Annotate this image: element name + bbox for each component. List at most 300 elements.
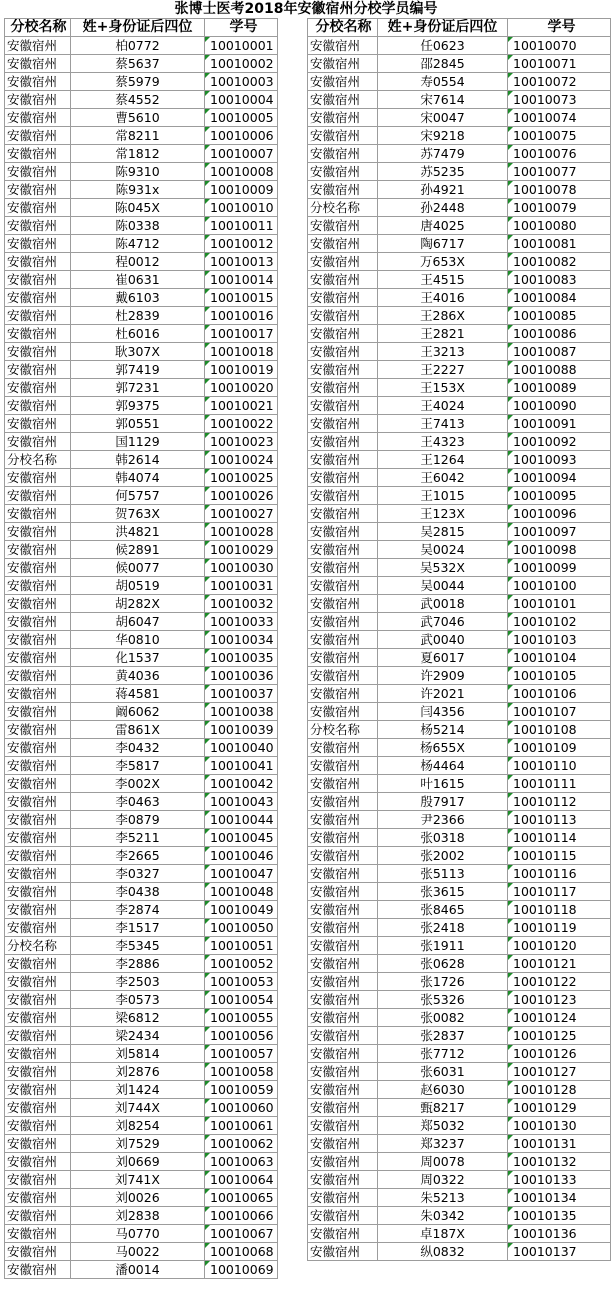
- cell-branch[interactable]: 安徽宿州: [5, 613, 71, 631]
- cell-id[interactable]: 10010083: [508, 271, 611, 289]
- cell-name[interactable]: 杨655X: [378, 739, 508, 757]
- cell-name[interactable]: 万653X: [378, 253, 508, 271]
- cell-id[interactable]: 10010097: [508, 523, 611, 541]
- cell-branch[interactable]: 安徽宿州: [308, 1207, 378, 1225]
- cell-name[interactable]: 王1264: [378, 451, 508, 469]
- cell-branch[interactable]: 安徽宿州: [308, 973, 378, 991]
- cell-branch[interactable]: 安徽宿州: [5, 811, 71, 829]
- cell-name[interactable]: 郭7419: [71, 361, 205, 379]
- cell-id[interactable]: 10010063: [205, 1153, 278, 1171]
- cell-name[interactable]: 常1812: [71, 145, 205, 163]
- cell-name[interactable]: 胡6047: [71, 613, 205, 631]
- cell-name[interactable]: 李0432: [71, 739, 205, 757]
- cell-name[interactable]: 蔡4552: [71, 91, 205, 109]
- cell-name[interactable]: 张2002: [378, 847, 508, 865]
- cell-name[interactable]: 胡0519: [71, 577, 205, 595]
- cell-id[interactable]: 10010090: [508, 397, 611, 415]
- cell-branch[interactable]: 安徽宿州: [5, 1117, 71, 1135]
- cell-id[interactable]: 10010003: [205, 73, 278, 91]
- cell-id[interactable]: 10010007: [205, 145, 278, 163]
- cell-branch[interactable]: 安徽宿州: [308, 919, 378, 937]
- cell-branch[interactable]: 安徽宿州: [5, 181, 71, 199]
- cell-id[interactable]: 10010110: [508, 757, 611, 775]
- cell-name[interactable]: 张0318: [378, 829, 508, 847]
- cell-id[interactable]: 10010041: [205, 757, 278, 775]
- cell-name[interactable]: 柏0772: [71, 37, 205, 55]
- cell-id[interactable]: 10010040: [205, 739, 278, 757]
- cell-name[interactable]: 阚6062: [71, 703, 205, 721]
- cell-branch[interactable]: 安徽宿州: [308, 451, 378, 469]
- cell-name[interactable]: 赵6030: [378, 1081, 508, 1099]
- cell-id[interactable]: 10010077: [508, 163, 611, 181]
- cell-id[interactable]: 10010095: [508, 487, 611, 505]
- cell-branch[interactable]: 安徽宿州: [5, 163, 71, 181]
- cell-branch[interactable]: 安徽宿州: [308, 1063, 378, 1081]
- cell-branch[interactable]: 安徽宿州: [5, 55, 71, 73]
- cell-branch[interactable]: 安徽宿州: [308, 685, 378, 703]
- cell-name[interactable]: 李5345: [71, 937, 205, 955]
- cell-id[interactable]: 10010026: [205, 487, 278, 505]
- cell-branch[interactable]: 安徽宿州: [308, 667, 378, 685]
- cell-branch[interactable]: 安徽宿州: [308, 757, 378, 775]
- cell-branch[interactable]: 安徽宿州: [5, 1243, 71, 1261]
- cell-branch[interactable]: 安徽宿州: [308, 1009, 378, 1027]
- cell-name[interactable]: 朱5213: [378, 1189, 508, 1207]
- cell-id[interactable]: 10010034: [205, 631, 278, 649]
- cell-name[interactable]: 李002X: [71, 775, 205, 793]
- cell-id[interactable]: 10010005: [205, 109, 278, 127]
- cell-id[interactable]: 10010099: [508, 559, 611, 577]
- cell-id[interactable]: 10010050: [205, 919, 278, 937]
- cell-name[interactable]: 许2909: [378, 667, 508, 685]
- cell-id[interactable]: 10010136: [508, 1225, 611, 1243]
- cell-branch[interactable]: 安徽宿州: [5, 883, 71, 901]
- cell-branch[interactable]: 安徽宿州: [308, 253, 378, 271]
- cell-name[interactable]: 甄8217: [378, 1099, 508, 1117]
- cell-branch[interactable]: 安徽宿州: [308, 181, 378, 199]
- cell-id[interactable]: 10010085: [508, 307, 611, 325]
- cell-branch[interactable]: 安徽宿州: [308, 1171, 378, 1189]
- cell-id[interactable]: 10010096: [508, 505, 611, 523]
- cell-id[interactable]: 10010121: [508, 955, 611, 973]
- cell-name[interactable]: 纵0832: [378, 1243, 508, 1261]
- cell-name[interactable]: 王286X: [378, 307, 508, 325]
- cell-branch[interactable]: 安徽宿州: [5, 1261, 71, 1279]
- cell-branch[interactable]: 安徽宿州: [5, 361, 71, 379]
- cell-id[interactable]: 10010078: [508, 181, 611, 199]
- cell-id[interactable]: 10010087: [508, 343, 611, 361]
- cell-branch[interactable]: 安徽宿州: [308, 1099, 378, 1117]
- cell-id[interactable]: 10010104: [508, 649, 611, 667]
- cell-branch[interactable]: 安徽宿州: [308, 55, 378, 73]
- cell-name[interactable]: 张8465: [378, 901, 508, 919]
- cell-branch[interactable]: 安徽宿州: [5, 1135, 71, 1153]
- cell-name[interactable]: 化1537: [71, 649, 205, 667]
- cell-name[interactable]: 寿0554: [378, 73, 508, 91]
- cell-id[interactable]: 10010089: [508, 379, 611, 397]
- cell-id[interactable]: 10010067: [205, 1225, 278, 1243]
- cell-id[interactable]: 10010116: [508, 865, 611, 883]
- cell-name[interactable]: 张1911: [378, 937, 508, 955]
- cell-name[interactable]: 王4515: [378, 271, 508, 289]
- cell-name[interactable]: 吴0044: [378, 577, 508, 595]
- cell-id[interactable]: 10010048: [205, 883, 278, 901]
- cell-name[interactable]: 张5326: [378, 991, 508, 1009]
- cell-id[interactable]: 10010100: [508, 577, 611, 595]
- cell-branch[interactable]: 安徽宿州: [308, 415, 378, 433]
- cell-branch[interactable]: 安徽宿州: [5, 271, 71, 289]
- cell-name[interactable]: 张1726: [378, 973, 508, 991]
- cell-branch[interactable]: 安徽宿州: [308, 73, 378, 91]
- cell-id[interactable]: 10010023: [205, 433, 278, 451]
- cell-id[interactable]: 10010015: [205, 289, 278, 307]
- header-cell-name[interactable]: 姓+身份证后四位: [378, 19, 508, 37]
- cell-branch[interactable]: 安徽宿州: [308, 577, 378, 595]
- cell-id[interactable]: 10010092: [508, 433, 611, 451]
- cell-id[interactable]: 10010066: [205, 1207, 278, 1225]
- cell-id[interactable]: 10010120: [508, 937, 611, 955]
- cell-name[interactable]: 孙4921: [378, 181, 508, 199]
- cell-id[interactable]: 10010032: [205, 595, 278, 613]
- cell-name[interactable]: 戴6103: [71, 289, 205, 307]
- cell-name[interactable]: 郑5032: [378, 1117, 508, 1135]
- header-cell-name[interactable]: 姓+身份证后四位: [71, 19, 205, 37]
- cell-name[interactable]: 宋7614: [378, 91, 508, 109]
- cell-id[interactable]: 10010036: [205, 667, 278, 685]
- cell-name[interactable]: 杜6016: [71, 325, 205, 343]
- cell-name[interactable]: 刘5814: [71, 1045, 205, 1063]
- cell-name[interactable]: 贺763X: [71, 505, 205, 523]
- cell-name[interactable]: 李0879: [71, 811, 205, 829]
- cell-id[interactable]: 10010021: [205, 397, 278, 415]
- cell-name[interactable]: 武7046: [378, 613, 508, 631]
- cell-id[interactable]: 10010039: [205, 721, 278, 739]
- cell-branch[interactable]: 安徽宿州: [5, 145, 71, 163]
- cell-name[interactable]: 王4024: [378, 397, 508, 415]
- cell-branch[interactable]: 安徽宿州: [308, 991, 378, 1009]
- cell-id[interactable]: 10010059: [205, 1081, 278, 1099]
- cell-branch[interactable]: 安徽宿州: [308, 523, 378, 541]
- cell-name[interactable]: 郭7231: [71, 379, 205, 397]
- cell-branch[interactable]: 安徽宿州: [308, 217, 378, 235]
- cell-id[interactable]: 10010001: [205, 37, 278, 55]
- cell-name[interactable]: 王7413: [378, 415, 508, 433]
- cell-name[interactable]: 唐4025: [378, 217, 508, 235]
- cell-branch[interactable]: 安徽宿州: [5, 775, 71, 793]
- cell-id[interactable]: 10010137: [508, 1243, 611, 1261]
- cell-branch[interactable]: 安徽宿州: [308, 1135, 378, 1153]
- cell-name[interactable]: 华0810: [71, 631, 205, 649]
- cell-id[interactable]: 10010129: [508, 1099, 611, 1117]
- cell-branch[interactable]: 安徽宿州: [5, 739, 71, 757]
- cell-name[interactable]: 王3213: [378, 343, 508, 361]
- cell-branch[interactable]: 安徽宿州: [308, 1225, 378, 1243]
- cell-branch[interactable]: 安徽宿州: [308, 91, 378, 109]
- cell-name[interactable]: 李2874: [71, 901, 205, 919]
- cell-branch[interactable]: 安徽宿州: [5, 199, 71, 217]
- cell-id[interactable]: 10010043: [205, 793, 278, 811]
- cell-branch[interactable]: 安徽宿州: [308, 505, 378, 523]
- cell-branch[interactable]: 安徽宿州: [308, 559, 378, 577]
- cell-id[interactable]: 10010106: [508, 685, 611, 703]
- cell-id[interactable]: 10010075: [508, 127, 611, 145]
- cell-name[interactable]: 李2886: [71, 955, 205, 973]
- cell-name[interactable]: 刘2876: [71, 1063, 205, 1081]
- cell-branch[interactable]: 安徽宿州: [308, 1081, 378, 1099]
- cell-branch[interactable]: 安徽宿州: [5, 685, 71, 703]
- cell-branch[interactable]: 安徽宿州: [5, 1153, 71, 1171]
- cell-branch[interactable]: 安徽宿州: [5, 253, 71, 271]
- cell-name[interactable]: 王123X: [378, 505, 508, 523]
- cell-branch[interactable]: 安徽宿州: [308, 901, 378, 919]
- header-cell-id[interactable]: 学号: [205, 19, 278, 37]
- cell-branch[interactable]: 安徽宿州: [308, 775, 378, 793]
- cell-id[interactable]: 10010130: [508, 1117, 611, 1135]
- cell-id[interactable]: 10010117: [508, 883, 611, 901]
- cell-name[interactable]: 朱0342: [378, 1207, 508, 1225]
- cell-branch[interactable]: 安徽宿州: [308, 847, 378, 865]
- cell-id[interactable]: 10010069: [205, 1261, 278, 1279]
- cell-id[interactable]: 10010126: [508, 1045, 611, 1063]
- cell-branch[interactable]: 安徽宿州: [5, 703, 71, 721]
- cell-name[interactable]: 陶6717: [378, 235, 508, 253]
- cell-branch[interactable]: 安徽宿州: [308, 127, 378, 145]
- cell-name[interactable]: 张0082: [378, 1009, 508, 1027]
- cell-branch[interactable]: 安徽宿州: [308, 613, 378, 631]
- cell-branch[interactable]: 安徽宿州: [5, 109, 71, 127]
- cell-branch[interactable]: 安徽宿州: [308, 739, 378, 757]
- cell-id[interactable]: 10010108: [508, 721, 611, 739]
- cell-id[interactable]: 10010019: [205, 361, 278, 379]
- cell-id[interactable]: 10010125: [508, 1027, 611, 1045]
- cell-id[interactable]: 10010055: [205, 1009, 278, 1027]
- cell-name[interactable]: 崔0631: [71, 271, 205, 289]
- cell-branch[interactable]: 安徽宿州: [308, 145, 378, 163]
- cell-name[interactable]: 梁2434: [71, 1027, 205, 1045]
- cell-name[interactable]: 周0078: [378, 1153, 508, 1171]
- cell-name[interactable]: 刘2838: [71, 1207, 205, 1225]
- cell-name[interactable]: 任0623: [378, 37, 508, 55]
- cell-name[interactable]: 候2891: [71, 541, 205, 559]
- cell-name[interactable]: 马0770: [71, 1225, 205, 1243]
- cell-branch[interactable]: 安徽宿州: [5, 1099, 71, 1117]
- cell-branch[interactable]: 安徽宿州: [308, 163, 378, 181]
- cell-branch[interactable]: 安徽宿州: [308, 289, 378, 307]
- cell-branch[interactable]: 分校名称: [5, 451, 71, 469]
- cell-name[interactable]: 国1129: [71, 433, 205, 451]
- cell-id[interactable]: 10010105: [508, 667, 611, 685]
- cell-name[interactable]: 李0463: [71, 793, 205, 811]
- cell-name[interactable]: 孙2448: [378, 199, 508, 217]
- cell-name[interactable]: 尹2366: [378, 811, 508, 829]
- cell-id[interactable]: 10010025: [205, 469, 278, 487]
- cell-branch[interactable]: 安徽宿州: [308, 937, 378, 955]
- cell-branch[interactable]: 安徽宿州: [308, 1117, 378, 1135]
- cell-name[interactable]: 曹5610: [71, 109, 205, 127]
- cell-name[interactable]: 宋9218: [378, 127, 508, 145]
- cell-branch[interactable]: 安徽宿州: [5, 1225, 71, 1243]
- cell-branch[interactable]: 分校名称: [5, 937, 71, 955]
- cell-name[interactable]: 杜2839: [71, 307, 205, 325]
- cell-name[interactable]: 苏5235: [378, 163, 508, 181]
- cell-name[interactable]: 刘0669: [71, 1153, 205, 1171]
- cell-id[interactable]: 10010008: [205, 163, 278, 181]
- cell-branch[interactable]: 安徽宿州: [308, 37, 378, 55]
- cell-branch[interactable]: 安徽宿州: [5, 667, 71, 685]
- cell-name[interactable]: 陈045X: [71, 199, 205, 217]
- cell-id[interactable]: 10010033: [205, 613, 278, 631]
- cell-id[interactable]: 10010124: [508, 1009, 611, 1027]
- cell-id[interactable]: 10010102: [508, 613, 611, 631]
- cell-name[interactable]: 苏7479: [378, 145, 508, 163]
- cell-id[interactable]: 10010020: [205, 379, 278, 397]
- cell-name[interactable]: 武0018: [378, 595, 508, 613]
- cell-id[interactable]: 10010098: [508, 541, 611, 559]
- cell-branch[interactable]: 安徽宿州: [5, 325, 71, 343]
- cell-branch[interactable]: 安徽宿州: [5, 1045, 71, 1063]
- cell-branch[interactable]: 安徽宿州: [308, 397, 378, 415]
- cell-id[interactable]: 10010094: [508, 469, 611, 487]
- cell-name[interactable]: 王1015: [378, 487, 508, 505]
- cell-branch[interactable]: 安徽宿州: [308, 433, 378, 451]
- cell-name[interactable]: 闫4356: [378, 703, 508, 721]
- cell-branch[interactable]: 安徽宿州: [308, 793, 378, 811]
- cell-name[interactable]: 周0322: [378, 1171, 508, 1189]
- cell-name[interactable]: 程0012: [71, 253, 205, 271]
- cell-id[interactable]: 10010118: [508, 901, 611, 919]
- cell-branch[interactable]: 安徽宿州: [308, 235, 378, 253]
- cell-id[interactable]: 10010004: [205, 91, 278, 109]
- cell-id[interactable]: 10010112: [508, 793, 611, 811]
- cell-name[interactable]: 夏6017: [378, 649, 508, 667]
- cell-branch[interactable]: 安徽宿州: [308, 1045, 378, 1063]
- cell-name[interactable]: 刘8254: [71, 1117, 205, 1135]
- cell-branch[interactable]: 安徽宿州: [5, 487, 71, 505]
- cell-name[interactable]: 陈4712: [71, 235, 205, 253]
- cell-name[interactable]: 张7712: [378, 1045, 508, 1063]
- cell-id[interactable]: 10010056: [205, 1027, 278, 1045]
- cell-name[interactable]: 胡282X: [71, 595, 205, 613]
- cell-name[interactable]: 潘0014: [71, 1261, 205, 1279]
- cell-branch[interactable]: 安徽宿州: [5, 127, 71, 145]
- cell-id[interactable]: 10010135: [508, 1207, 611, 1225]
- cell-branch[interactable]: 安徽宿州: [5, 991, 71, 1009]
- cell-branch[interactable]: 安徽宿州: [308, 1153, 378, 1171]
- cell-id[interactable]: 10010081: [508, 235, 611, 253]
- cell-name[interactable]: 刘1424: [71, 1081, 205, 1099]
- cell-branch[interactable]: 安徽宿州: [5, 559, 71, 577]
- cell-branch[interactable]: 安徽宿州: [5, 343, 71, 361]
- cell-id[interactable]: 10010010: [205, 199, 278, 217]
- cell-branch[interactable]: 安徽宿州: [308, 307, 378, 325]
- cell-branch[interactable]: 安徽宿州: [5, 847, 71, 865]
- cell-branch[interactable]: 安徽宿州: [308, 703, 378, 721]
- cell-id[interactable]: 10010014: [205, 271, 278, 289]
- cell-id[interactable]: 10010031: [205, 577, 278, 595]
- cell-id[interactable]: 10010060: [205, 1099, 278, 1117]
- cell-id[interactable]: 10010068: [205, 1243, 278, 1261]
- cell-id[interactable]: 10010030: [205, 559, 278, 577]
- header-cell-branch[interactable]: 分校名称: [308, 19, 378, 37]
- cell-branch[interactable]: 安徽宿州: [5, 577, 71, 595]
- cell-id[interactable]: 10010052: [205, 955, 278, 973]
- cell-id[interactable]: 10010115: [508, 847, 611, 865]
- cell-id[interactable]: 10010028: [205, 523, 278, 541]
- cell-id[interactable]: 10010024: [205, 451, 278, 469]
- cell-id[interactable]: 10010131: [508, 1135, 611, 1153]
- cell-branch[interactable]: 安徽宿州: [308, 883, 378, 901]
- cell-id[interactable]: 10010111: [508, 775, 611, 793]
- cell-branch[interactable]: 安徽宿州: [5, 595, 71, 613]
- cell-name[interactable]: 李0327: [71, 865, 205, 883]
- cell-id[interactable]: 10010132: [508, 1153, 611, 1171]
- cell-name[interactable]: 张3615: [378, 883, 508, 901]
- cell-branch[interactable]: 安徽宿州: [5, 865, 71, 883]
- cell-id[interactable]: 10010123: [508, 991, 611, 1009]
- cell-name[interactable]: 耿307X: [71, 343, 205, 361]
- cell-id[interactable]: 10010051: [205, 937, 278, 955]
- cell-id[interactable]: 10010093: [508, 451, 611, 469]
- cell-branch[interactable]: 安徽宿州: [5, 37, 71, 55]
- cell-name[interactable]: 刘0026: [71, 1189, 205, 1207]
- cell-id[interactable]: 10010064: [205, 1171, 278, 1189]
- cell-branch[interactable]: 分校名称: [308, 721, 378, 739]
- header-cell-id[interactable]: 学号: [508, 19, 611, 37]
- cell-id[interactable]: 10010006: [205, 127, 278, 145]
- cell-branch[interactable]: 分校名称: [308, 199, 378, 217]
- cell-id[interactable]: 10010009: [205, 181, 278, 199]
- cell-branch[interactable]: 安徽宿州: [5, 1171, 71, 1189]
- cell-id[interactable]: 10010065: [205, 1189, 278, 1207]
- cell-name[interactable]: 宋0047: [378, 109, 508, 127]
- cell-branch[interactable]: 安徽宿州: [308, 595, 378, 613]
- cell-name[interactable]: 武0040: [378, 631, 508, 649]
- cell-id[interactable]: 10010074: [508, 109, 611, 127]
- cell-name[interactable]: 郭0551: [71, 415, 205, 433]
- cell-branch[interactable]: 安徽宿州: [308, 649, 378, 667]
- cell-name[interactable]: 刘741X: [71, 1171, 205, 1189]
- cell-id[interactable]: 10010133: [508, 1171, 611, 1189]
- cell-name[interactable]: 洪4821: [71, 523, 205, 541]
- cell-id[interactable]: 10010018: [205, 343, 278, 361]
- cell-id[interactable]: 10010054: [205, 991, 278, 1009]
- cell-name[interactable]: 候0077: [71, 559, 205, 577]
- cell-branch[interactable]: 安徽宿州: [5, 379, 71, 397]
- cell-branch[interactable]: 安徽宿州: [308, 109, 378, 127]
- cell-name[interactable]: 王4323: [378, 433, 508, 451]
- cell-id[interactable]: 10010058: [205, 1063, 278, 1081]
- cell-id[interactable]: 10010103: [508, 631, 611, 649]
- cell-name[interactable]: 王2227: [378, 361, 508, 379]
- cell-id[interactable]: 10010070: [508, 37, 611, 55]
- cell-branch[interactable]: 安徽宿州: [308, 271, 378, 289]
- cell-name[interactable]: 马0022: [71, 1243, 205, 1261]
- cell-id[interactable]: 10010088: [508, 361, 611, 379]
- cell-id[interactable]: 10010049: [205, 901, 278, 919]
- cell-branch[interactable]: 安徽宿州: [5, 289, 71, 307]
- cell-name[interactable]: 蒋4581: [71, 685, 205, 703]
- cell-id[interactable]: 10010016: [205, 307, 278, 325]
- cell-branch[interactable]: 安徽宿州: [308, 955, 378, 973]
- cell-name[interactable]: 雷861X: [71, 721, 205, 739]
- cell-branch[interactable]: 安徽宿州: [5, 217, 71, 235]
- cell-id[interactable]: 10010128: [508, 1081, 611, 1099]
- cell-branch[interactable]: 安徽宿州: [308, 829, 378, 847]
- cell-branch[interactable]: 安徽宿州: [5, 397, 71, 415]
- cell-branch[interactable]: 安徽宿州: [308, 1189, 378, 1207]
- cell-branch[interactable]: 安徽宿州: [5, 541, 71, 559]
- cell-name[interactable]: 邵2845: [378, 55, 508, 73]
